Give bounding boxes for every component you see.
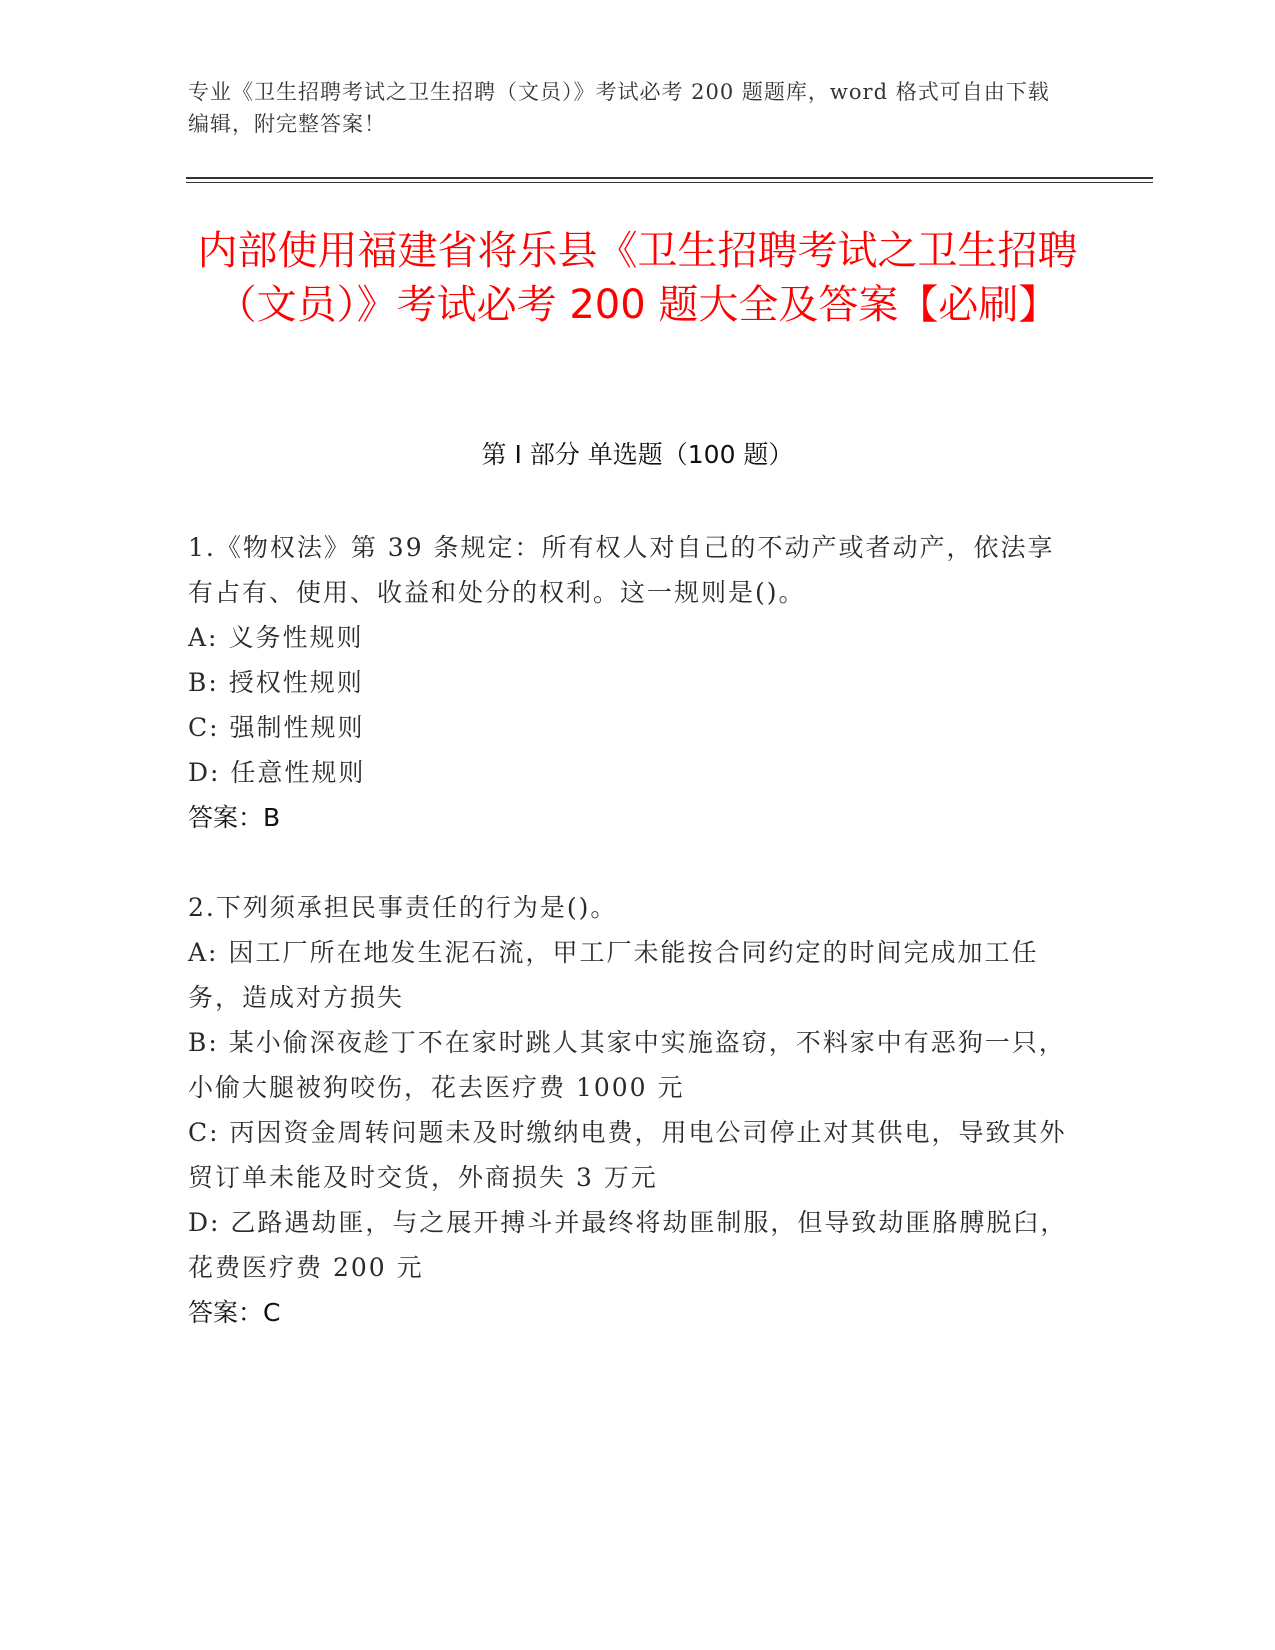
option-key: B: xyxy=(188,668,219,697)
option-text: 乙路遇劫匪，与之展开搏斗并最终将劫匪制服，但导致劫匪胳膊脱臼，花费医疗费 200 元 xyxy=(188,1208,1068,1282)
option-text: 任意性规则 xyxy=(230,758,366,787)
section-title: 第 I 部分 单选题（100 题） xyxy=(481,440,794,469)
option-key: D: xyxy=(188,1208,221,1237)
option-key: B: xyxy=(188,1028,219,1057)
option-text: 丙因资金周转问题未及时缴纳电费，用电公司停止对其供电，导致其外贸订单未能及时交货，外商损失 3 万元 xyxy=(188,1118,1067,1192)
option-a xyxy=(188,615,1068,660)
option-b xyxy=(188,660,1068,705)
answer-line: 答案：C xyxy=(188,1298,281,1327)
answer-line: 答案：B xyxy=(188,803,281,832)
question-2 xyxy=(188,885,1068,1335)
header-divider-thick xyxy=(186,177,1153,179)
option-a xyxy=(188,930,1068,1020)
question-stem: 2.下列须承担民事责任的行为是()。 xyxy=(188,893,618,922)
option-key: A: xyxy=(188,623,219,652)
option-b xyxy=(188,1020,1068,1110)
option-key: D: xyxy=(188,758,221,787)
option-c xyxy=(188,1110,1068,1200)
option-text: 授权性规则 xyxy=(228,668,364,697)
option-key: C: xyxy=(188,1118,220,1147)
option-d xyxy=(188,750,1068,795)
option-text: 因工厂所在地发生泥石流，甲工厂未能按合同约定的时间完成加工任务，造成对方损失 xyxy=(188,938,1039,1012)
question-1 xyxy=(188,525,1068,840)
document-title: 内部使用福建省将乐县《卫生招聘考试之卫生招聘（文员）》考试必考 200 题大全及答案【必刷】 xyxy=(197,228,1078,328)
option-c xyxy=(188,705,1068,750)
option-text: 某小偷深夜趁丁不在家时跳人其家中实施盗窃，不料家中有恶狗一只，小偷大腿被狗咬伤，花去医疗费 1000 元 xyxy=(188,1028,1066,1102)
option-text: 强制性规则 xyxy=(229,713,365,742)
header-note: 专业《卫生招聘考试之卫生招聘（文员）》考试必考 200 题题库，word 格式可自由下载编辑，附完整答案！ xyxy=(188,80,1050,136)
option-key: C: xyxy=(188,713,220,742)
option-key: A: xyxy=(188,938,219,967)
question-stem: 1.《物权法》第 39 条规定：所有权人对自己的不动产或者动产，依法享有占有、使用、收益和处分的权利。这一规则是()。 xyxy=(188,533,1055,607)
option-d xyxy=(188,1200,1068,1290)
header-divider-thin xyxy=(186,182,1153,183)
option-text: 义务性规则 xyxy=(228,623,364,652)
